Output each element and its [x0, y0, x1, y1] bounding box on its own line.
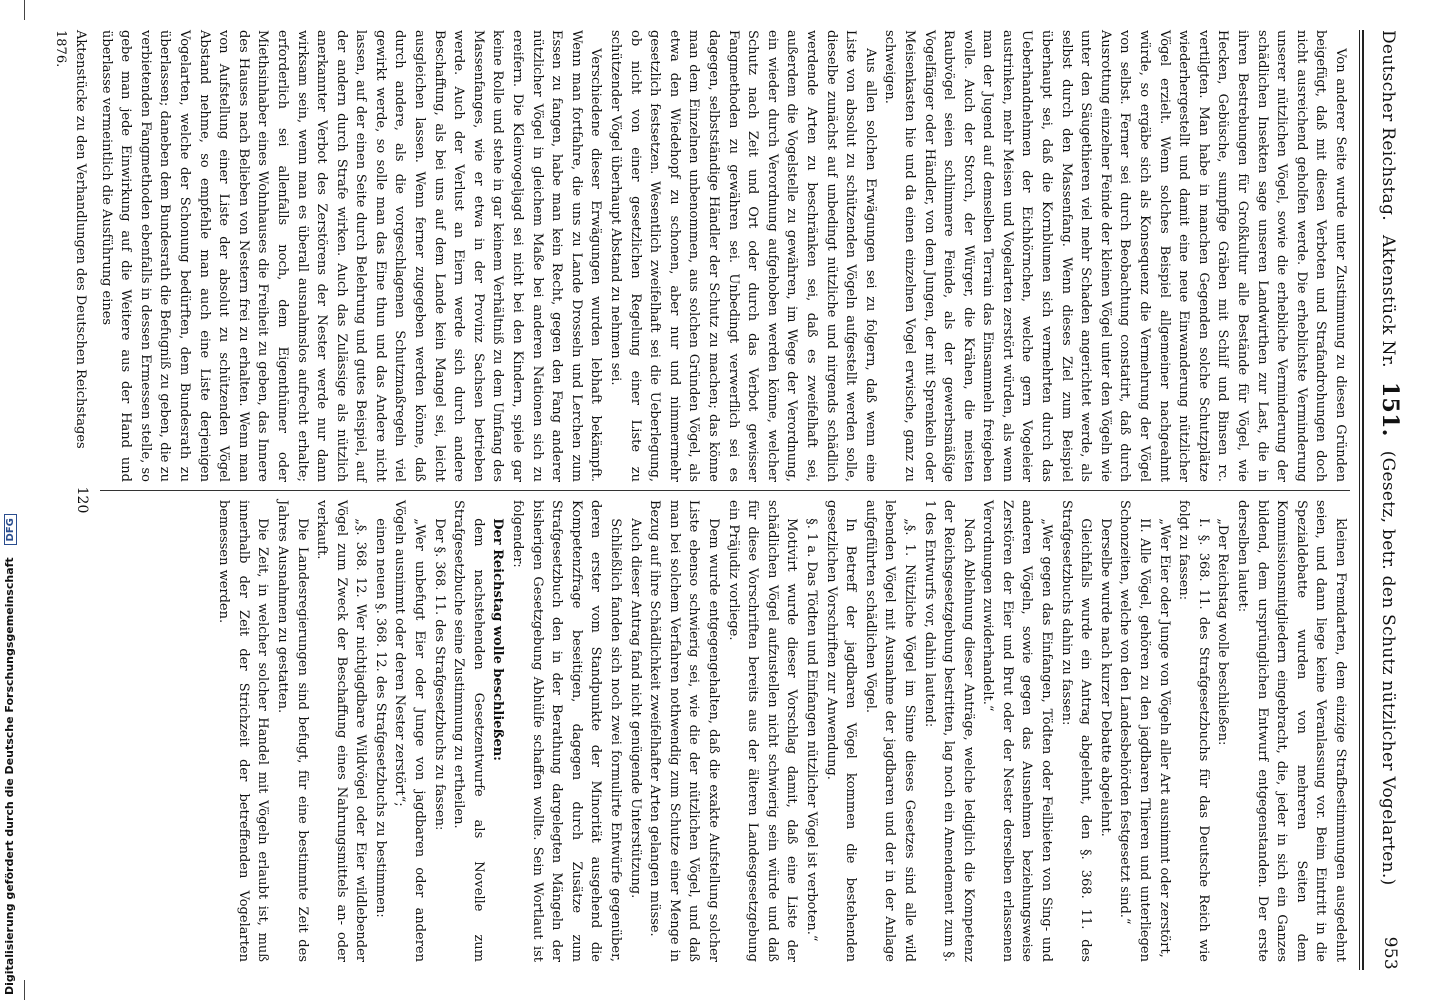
paragraph: Der §. 368. 11. des Strafgesetzbuchs zu fassen: [431, 518, 447, 831]
paragraph: Dem wurde entgegengehalten, daß die exakte Aufstellung solcher Liste ebenso schwierig sei, wie die der nützlichen Vögel, und daß man bei solchem Verfahren nothwendig zum Schutze einer Menge in Bezug auf ihre Schädlichkeit zweifelhafter Arten gelangen müsse. [647, 500, 721, 962]
paragraph: kleinen Fremdarten, dem einzige Strafbestimmungen ausgedehnt seien, und dann liege keine Veranlassung vor. Beim Eintritt in die Spezialdebatte wurden von mehreren Seiten dem Kommissionsmitgliedern eingebracht, die, jeder in sich ein Ganzes bildend, dem ursprünglichen Entwurf entgegenstanden. Der erste derselben lautet: [1235, 500, 1348, 962]
header-page-number: 953 [1380, 936, 1400, 970]
paragraph: Verschiedene dieser Erwägungen wurden lebhaft bekämpft. Wenn man fortfahre, die uns zu Lande Drosseln und Lerchen zum Essen zu fangen, habe man kein Recht, gegen den Fang anderer nützlicher Vögel in gleichem Maße bei anderen Nationen sich zu ereifern. Die Kleinvogeljagd sei nicht bei den Kindern, spiele gar keine Rolle und stehe in gar keinem Verhältniß zu dem Umfang des Massenfanges, wie er etwa in der Provinz Sachsen betrieben werde. Auch der Verlust an Eiern werde sich durch andere Beschaffung, als bei uns auf dem Lande kein Mangel sei, leicht ausgleichen lassen. Wenn ferner zugegeben werden könne, daß durch andere, als die vorgeschlagenen Schutzmaßregeln viel gewirkt werde, so solle man das Eine thun und das Andere nicht lassen, auf der einen Seite durch Belehrung und gutes Beispiel, auf der andern durch Strafe wirken. Auch das Zulässige als nützlich anerkannter Verbot des Zerstörens der Nester werde nur dann wirksam sein, wenn man es überall ausnahmslos aufrecht erhalte; erforderlich sei allenfalls noch, dem Eigenthümer oder Miethsinhaber eines Wohnhauses die Freiheit zu geben, das Innere des Hauses nach Belieben von Nestern frei zu erhalten. Wenn man von Aufstellung einer Liste der absolut zu schützenden Vögel Abstand nehme, so empfehle man auch eine Liste derjenigen Vogelarten, welche der Schonung bedürften, dem Bundesrath zu überlassen; daneben dem Bundesrath die Befugniß zu geben, die zu verbietenden Fangmethoden ebenfalls in dessen Ermessen stelle, so gebe man jede Einwirkung auf die Weitere aus der Hand und überlasse vermeintlich die Ausführung eines [98, 30, 604, 482]
header-rule [1362, 30, 1364, 970]
paragraph: Von anderer Seite wurde unter Zustimmung zu diesen Gründen beigefügt, daß mit diesen Verboten und Strafandrohungen doch nicht ausreichend geholfen werde. Die erheblichste Verminderung unserer nützlichen Vögel, sowie die erhebliche Verminderung der schädlichen Insekten sage unseren Landwirthen zur Last, die in ihren Bestrebungen für Großkultur alle Bestände für Vögel, wie Hecken, Gebüsche, sumpfige Gräben mit Schilf und Binsen rc. vertilgten. Man habe in manchen Gegenden solche Schutzplätze wiederhergestellt und damit eine neue Einwanderung nützlicher Vögel erzielt. Wenn solches Beispiel allgemeiner nachgeahmt würde, so ergäbe sich als Konsequenz die Vermehrung der Vögel von selbst. Ferner sei durch Beobachtung constatirt, daß durch Ausrottung einzelner Feinde der kleinen Vögel unter den Vögeln wie unter den Säugethieren viel mehr Schaden angerichtet werde, als selbst durch den Massenfang. Wenn dieses Ziel zum Beispiel überhaupt sei, daß die Kornblumen sich vermehrten durch das Ueberhandnehmen der Eichhörnchen, welche gern Vogeleier austrinken, mehr Meisen und Vogelarten zerstört würden, als wenn man der Jugend auf demselben Terrain das Einsammeln freigeben wolle. Auch der Storch, der Würger, die Krähen, die meisten Raubvögel seien schlimmere Feinde, als der gewerbsmäßige Vogelfänger oder Händler, von dem Jungen, der mit Sprenkeln oder Meisenkasten hie und da einen einzelnen Vogel erwische, ganz zu schweigen. [882, 30, 1348, 482]
paragraph: Gleichfalls wurde ein Antrag abgelehnt, den §. 368. 11. des Strafgesetzbuchs dahin zu fassen: [1058, 500, 1094, 962]
header-topic: (Gesetz, betr. den Schutz nützlicher Vogelarten.) [1378, 450, 1398, 886]
dfg-logo: DFG [4, 514, 17, 545]
paragraph: „Der Reichstag wolle beschließen: [1215, 518, 1231, 746]
paragraph: Nach Ablehnung dieser Anträge, welche lediglich die Kompetenz der Reichsgesetzgebung bestritten, lag noch ein Amendement zum §. 1 des Entwurfs vor, dahin lautend: [921, 500, 976, 962]
paragraph: Der Reichstag wolle beschließen: [490, 518, 506, 761]
paragraph: Die Zeit, in welcher solcher Handel mit Vögeln erlaubt ist, muß innerhalb der Zeit der Strichzeit der betreffenden Vogelarten bemessen werden. [216, 500, 271, 962]
paragraph: dem nachstehenden Gesetzentwurfe als Novelle zum Strafgesetzbuche seine Zustimmung zu ertheilen. [451, 500, 486, 962]
paragraph: Aus allen solchen Erwägungen sei zu folgern, daß wenn eine Liste von absolut zu schützenden Vögeln aufgestellt werden solle, dieselbe zunächst auf unbedingt nützliche und nirgends schädlich werdende Arten zu beschränken sei, daß es zweifelhaft sei, außerdem die Vogelstelle zu gewähren, im Wege der Verordnung, ein wieder durch Verordnung aufgehoben werden könne, welcher Schutz nach Zeit und Ort oder durch das Verbot gewisser Fangmethoden zu gewähren sei. Unbedingt verwerflich sei es dagegen, selbstständige Händler der Schutz zu machen; das könne man dem Einzelnen unbenommen, aus solchen Gründen Vögel, als etwa den Wiedehopf zu schonen, aber nur und nimmermehr gesetzlich festsetzen. Wesentlich zweifelhaft sei die Ueberlegung, ob nicht von einer gesetzlichen Regelung einer Liste zu schützender Vögel überhaupt Abstand zu nehmen sei. [608, 30, 878, 482]
paragraph: „Wer unbefugt Eier oder Junge von jagdbaren oder anderen Vögeln ausnimmt oder deren Nester zerstört“; [392, 500, 428, 962]
paragraph: „§. 368. 12. Wer nichtjagdbare Wildvögel oder Eier wildlebender Vögel zum Zweck der Beschaffung eines Nahrungsmittels an- oder verkauft. [314, 500, 369, 962]
header-number: 151. [1377, 381, 1403, 437]
paragraph: Auch dieser Antrag fand nicht genügende Unterstützung. [627, 518, 643, 899]
paragraph: I. §. 368. 11. des Strafgesetzbuchs für das Deutsche Reich wie folgt zu fassen: [1176, 500, 1211, 962]
footnote: Aktenstücke zu den Verhandlungen des Deutschen Reichstages 1876. [53, 30, 88, 449]
digitization-credit [3, 514, 17, 995]
paragraph: einen neuen §. 368. 12. des Strafgesetzbuchs zu bestimmen: [372, 518, 388, 918]
paragraph: II. Alle Vögel, gehören zu den jagdbaren Thieren und unterliegen Schonzeiten, welche von den Landesbehörden festgesetzt sind.“ [1117, 500, 1153, 962]
document-page [20, 20, 1420, 980]
paragraph: Derselbe wurde nach kurzer Debatte abgelehnt. [1097, 518, 1113, 837]
column-divider [100, 490, 1350, 491]
right-column [100, 500, 1350, 962]
page-footer-number: 120 [74, 486, 90, 514]
paragraph: Die Landesregierungen sind befugt, für eine bestimmte Zeit des Jahres Ausnahmen zu gestatten. [274, 500, 310, 962]
header-title: Deutscher Reichstag. [1378, 30, 1398, 221]
paragraph: „Wer gegen das Einfangen, Tödten oder Feilbieten von Sing- und anderen Vögeln, sowie gegen das Ausnehmen beziehungsweise Zerstören der Eier und Brut oder der Nester derselben erlassenen Verordnungen zuwiderhandelt.“ [980, 500, 1055, 962]
page-header [1370, 30, 1410, 970]
header-subtitle: Aktenstück Nr. [1378, 235, 1398, 368]
paragraph: §. 1 a. Das Tödten und Einfangen nützlicher Vögel ist verboten.“ [803, 518, 819, 942]
paragraph: In Betreff der jagdbaren Vögel kommen die bestehenden gesetzlichen Vorschriften zur Anwendung. [823, 500, 859, 962]
left-column [53, 30, 1350, 482]
digitization-credit-text: Digitalisierung gefördert durch die Deutsche Forschungsgemeinschaft [3, 557, 16, 995]
header-rule-thin [1359, 30, 1360, 970]
paragraph: Motivirt wurde dieser Vorschlag damit, daß eine Liste der schädlichen Vögel aufzustellen nicht schwierig sein würde und daß für diese Vorschriften bereits aus der älteren Landesgesetzgebung ein Präjudiz vorliege. [725, 500, 800, 962]
paragraph: „Wer Eier oder Junge von Vögeln aller Art ausnimmt oder zerstört, [1156, 518, 1172, 958]
paragraph: Schließlich fanden sich noch zwei formulirte Entwürfe gegenüber, deren erster vom Standpunkte der Minorität ausgehend die Kompetenzfrage beseitigen, dagegen durch Zusätze zum Strafgesetzbuch den in der Berathung dargelegten Mängeln der bisherigen Gesetzgebung Abhülfe schaffen wollte. Sein Wortlaut ist folgender: [510, 500, 624, 962]
paragraph: „§. 1. Nützliche Vögel im Sinne dieses Gesetzes sind alle wild lebenden Vögel mit Ausnahme der jagdbaren und der in der Anlage aufgeführten schädlichen Vögel. [862, 500, 917, 962]
